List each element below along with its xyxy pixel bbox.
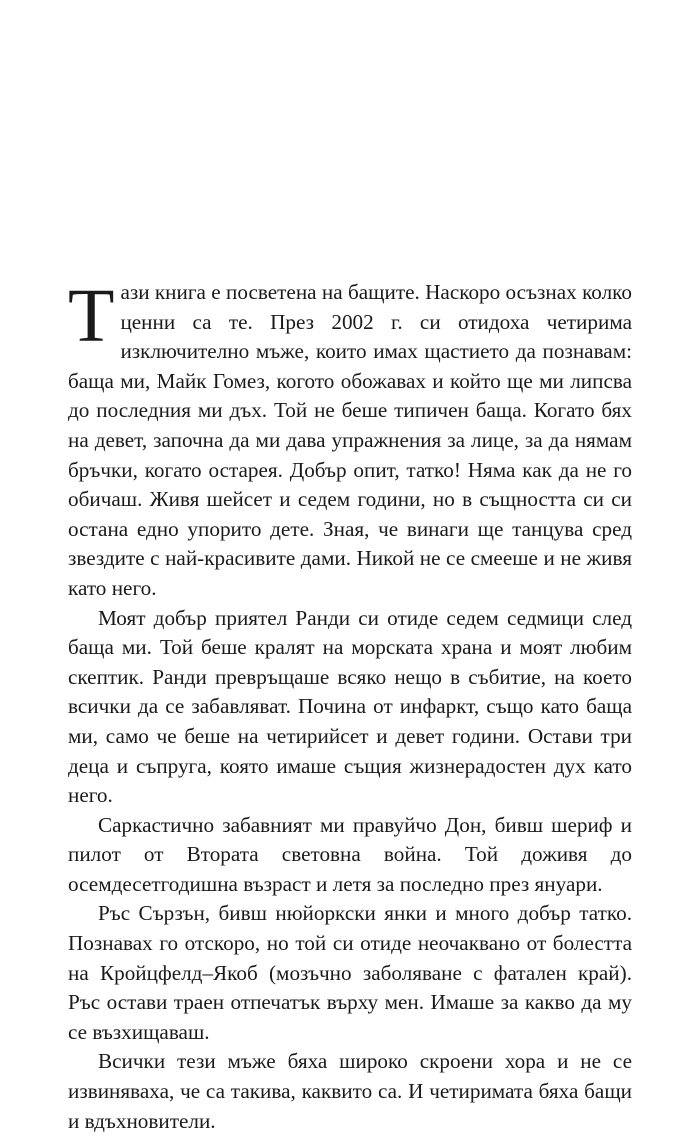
dedication-text — [68, 274, 632, 1136]
dedication-paragraph-4: Ръс Сързън, бивш нюйоркски янки и много добър татко. Познавах го отскоро, но той си отиде неочаквано от болестта на Кройцфелд–Якоб (мозъчно заболяване с фатален край). Ръс остави траен отпечатък върху мен. Имаше за какво да му се възхищаваш. — [68, 901, 632, 1044]
dedication-paragraph-3: Саркастично забавният ми правуйчо Дон, бивш шериф и пилот от Втората световна война. Той доживя до осемдесетгодишна възраст и летя за последно през януари. — [68, 812, 632, 896]
dedication-paragraph-1 — [68, 274, 632, 604]
drop-cap: Т — [68, 274, 115, 358]
paragraph-text: ази книга е посветена на бащите. Наскоро осъзнах колко ценни са те. През 2002 г. си отидоха четирима изключително мъже, които имах щастието да познавам: баща ми, Майк Гомез, когото обожавах и който ще ми липсва до последния ми дъх. Той не беше типичен баща. Когато бях на девет, започна да ми дава упражнения за лице, за да нямам бръчки, когато остарея. Добър опит, татко! Няма как да не го обичаш. Живя шейсет и седем години, но в същността си си остана едно упорито дете. Зная, че винаги ще танцува сред звездите с най-красивите дами. Никой не се смееше и не живя като него. — [68, 280, 632, 600]
dedication-paragraph-5: Всички тези мъже бяха широко скроени хора и не се извиняваха, че са такива, каквито са. И четиримата бяха бащи и вдъхновители. — [68, 1049, 632, 1133]
dedication-paragraph-2: Моят добър приятел Ранди си отиде седем седмици след баща ми. Той беше кралят на морската храна и моят любим скептик. Ранди превръщаше всяко нещо в събитие, на което всички да се забавляват. Почина от инфаркт, също като баща ми, само че беше на четирийсет и девет години. Остави три деца и съпруга, която имаше същия жизнерадостен дух като него. — [68, 605, 632, 808]
